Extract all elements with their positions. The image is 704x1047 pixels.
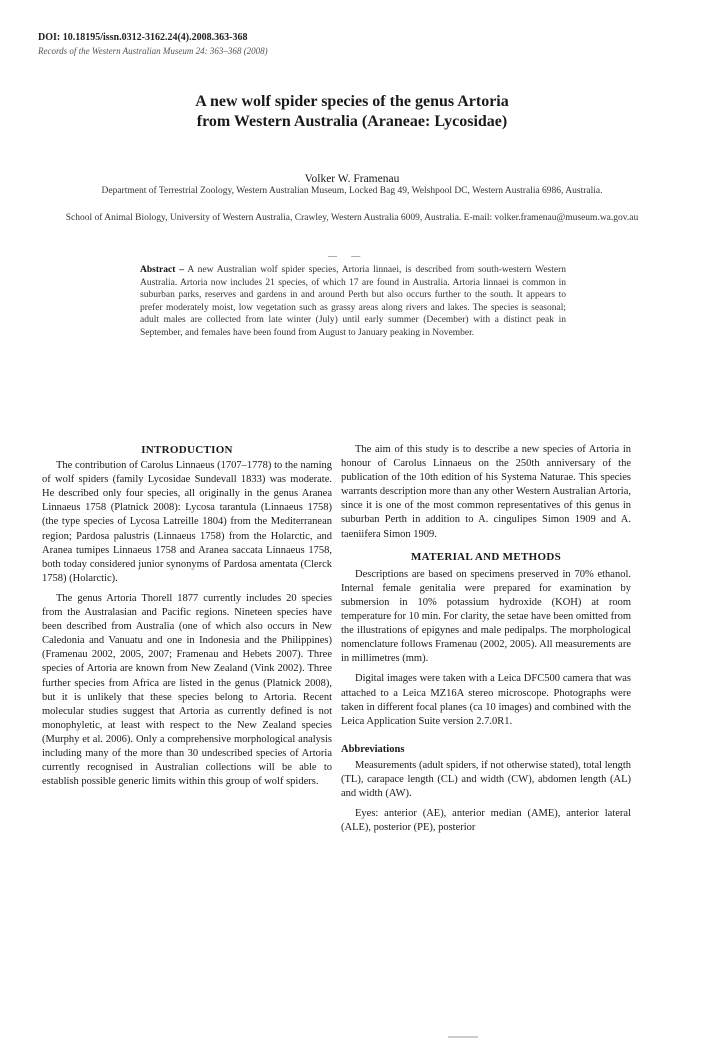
abstract-text: A new Australian wolf spider species, Artoria linnaei, is described from south-western Western Australia. Artoria now includes 21 species, of which 17 are found in Australia. Artoria linnaei is common in suburban parks, reserves and gardens in and around Perth but also occurs further to the south. It appears to prefer moderately moist, low vegetation such as grassy areas along rivers and lakes. The species is seasonal; adult males are collected from late winter (July) until early summer (December) with a distinct peak in September, and females have been found from August to January peaking in November. bbox=[140, 265, 567, 338]
affiliation-2: School of Animal Biology, University of Western Australia, Crawley, Western Australia 6009, Australia. E-mail: volker.framenau@museum.wa.gov.au bbox=[65, 213, 639, 223]
title-line-2: from Western Australia (Araneae: Lycosidae) bbox=[196, 113, 508, 130]
intro-paragraph-1: The contribution of Carolus Linnaeus (1707–1778) to the naming of wolf spiders (family Lycosidae Sundevall 1833) was moderate. He described only four species, all originally in the genus Aranea Linnaeus 1758 (Platnick 2008): Lycosa tarantula (Linnaeus 1758) (the type species of Lycosa Latreille 1804) from the Mediterranean region; Pardosa palustris (Linnaeus 1758) from the Holarctic, and Aranea tumipes Linnaeus 1758 and Aranea saccata Linnaeus 1758, both today considered junior synonyms of Pardosa amentata (Clerck 1758) (Holarctic). bbox=[42, 460, 332, 584]
aim-paragraph: The aim of this study is to describe a new species of Artoria in honour of Carolus Linnaeus on the 250th anniversary of the publication of the 10th edition of his Systema Naturae. This species warrants description more than any other Western Australian Artoria, since it is one of the most common representatives of this genus in suburban Perth in addition to A. cingulipes Simon 1909 and A. taeniifera Simon 1909. bbox=[341, 444, 631, 540]
abstract bbox=[140, 264, 566, 339]
divider-mark: — — bbox=[328, 251, 367, 261]
methods-paragraph-1: Descriptions are based on specimens preserved in 70% ethanol. Internal female genitalia were prepared for examination by submersion in 10% potassium hydroxide (KOH) at room temperature for 10 min. For clarity, the setae have been omitted from the illustrations of epigynes and male pedipalps. The morphological nomenclature follows Framenau (2002, 2005). All measurements are in millimetres (mm). bbox=[341, 568, 632, 665]
methods-paragraph-2: Digital images were taken with a Leica DFC500 camera that was attached to a Leica MZ16A stereo microscope. Photographs were taken in different focal planes (ca 10 images) and combined with the Leica Application Suite version 2.7.0R1. bbox=[341, 673, 631, 727]
methods-heading: MATERIAL AND METHODS bbox=[410, 550, 562, 563]
author-name: Volker W. Framenau bbox=[304, 173, 400, 185]
doi-line: DOI: 10.18195/issn.0312-3162.24(4).2008.363-368 bbox=[38, 32, 248, 43]
title-line-1: A new wolf spider species of the genus Artoria bbox=[195, 93, 509, 110]
paper-title bbox=[0, 92, 704, 132]
journal-citation: Records of the Western Australian Museum 24: 363–368 (2008) bbox=[38, 46, 268, 56]
abbrev-paragraph-2: Eyes: anterior (AE), anterior median (AME), anterior lateral (ALE), posterior (PE), posterior bbox=[341, 808, 631, 834]
left-column bbox=[42, 443, 332, 789]
footer-rule bbox=[448, 1036, 478, 1038]
right-column bbox=[341, 443, 631, 835]
abbreviations-heading: Abbreviations bbox=[341, 743, 405, 755]
intro-paragraph-2: The genus Artoria Thorell 1877 currently includes 20 species from the Australasian and Pacific regions. Nineteen species have been described from Australia (one of which also occurs in New Caledonia and Vanuatu and one in Indonesia and the Philippines) (Framenau 2002, 2005, 2007; Framenau and Hebets 2007). Three species of Artoria are known from New Zealand (Vink 2002). Three further species from Africa are listed in the genus (Platnick 2008), but it is unlikely that these species belong to Artoria. Recent molecular studies suggest that Artoria as currently defined is not monophyletic, at least with respect to the New Zealand species (Murphy et al. 2006). Only a comprehensive morphological analysis including many of the more than 30 undescribed species of Artoria currently recognised in Australian collections will be able to establish possible generic limits within this group of wolf spiders. bbox=[42, 592, 332, 788]
abstract-label: Abstract – bbox=[140, 265, 184, 275]
introduction-heading: INTRODUCTION bbox=[141, 444, 233, 456]
abbrev-paragraph-1: Measurements (adult spiders, if not otherwise stated), total length (TL), carapace length (CL) and width (CW), abdomen length (AL) and width (AW). bbox=[341, 759, 631, 800]
affiliation-1: Department of Terrestrial Zoology, Western Australian Museum, Locked Bag 49, Welshpool DC, Western Australia 6986, Australia. bbox=[101, 186, 603, 196]
